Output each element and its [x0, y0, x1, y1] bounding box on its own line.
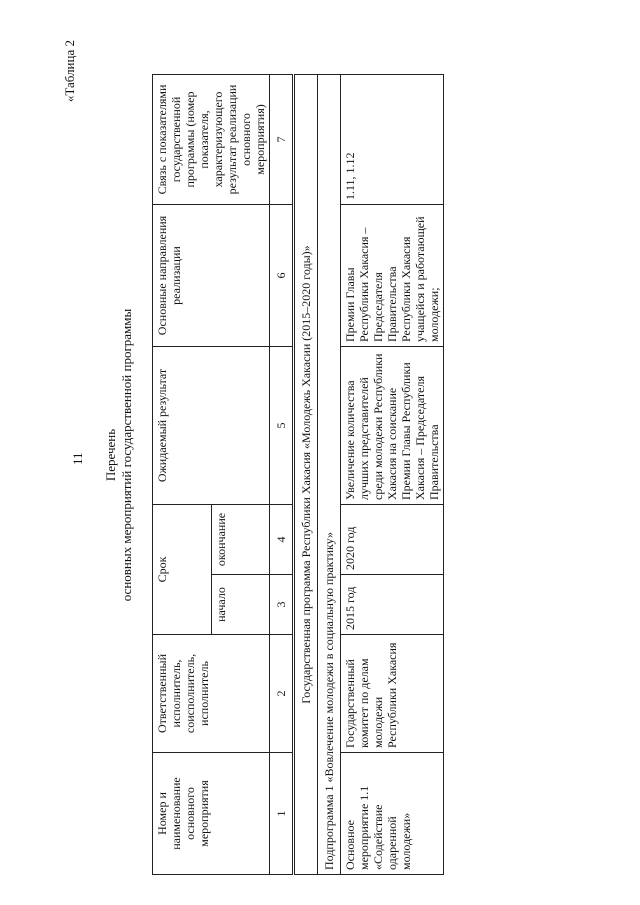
header-directions: Основные направления реализации	[153, 205, 270, 347]
page-number: 11	[70, 452, 85, 465]
header-start: начало	[211, 575, 270, 635]
subprogram-title: Подпрограмма 1 «Вовлечение молодежи в социальную практику»	[318, 75, 341, 875]
subprogram-title-row	[318, 75, 341, 875]
column-number: 6	[270, 205, 294, 347]
column-number: 1	[270, 753, 294, 875]
measure-end: 2020 год	[341, 505, 444, 575]
document-subtitle: основных мероприятий государственной программы	[119, 308, 134, 602]
measure-executor: Государственный комитет по делам молодежи Республики Хакасия	[341, 635, 444, 753]
measure-name: Основное мероприятие 1.1 «Содействие одаренной молодежи»	[341, 753, 444, 875]
table-label: «Таблица 2	[62, 40, 77, 103]
column-number: 3	[270, 575, 294, 635]
table-header-row	[153, 75, 212, 875]
measure-expected-result: Увеличение количества лучших представителей среди молодежи Республики Хакасия на соискание Премии Главы Республики Хакасия – Председателя Правительства	[341, 347, 444, 505]
program-title-row	[294, 75, 318, 875]
header-number-name: Номер и наименование основного мероприятия	[153, 753, 270, 875]
program-title: Государственная программа Республики Хакасия «Молодежь Хакасии (2015–2020 годы)»	[294, 75, 318, 875]
rotated-landscape-content	[0, 20, 640, 890]
measures-table	[152, 74, 444, 875]
measure-start: 2015 год	[341, 575, 444, 635]
column-number: 2	[270, 635, 294, 753]
column-number: 4	[270, 505, 294, 575]
document-title: Перечень	[103, 428, 118, 482]
header-executor: Ответственный исполнитель, соисполнитель, исполнитель	[153, 635, 270, 753]
measure-indicators: 1.11, 1.12	[341, 75, 444, 205]
column-number: 5	[270, 347, 294, 505]
column-number-row	[270, 75, 294, 875]
header-end: окончание	[211, 505, 270, 575]
column-number: 7	[270, 75, 294, 205]
table-row	[341, 75, 444, 875]
measure-directions: Премии Главы Республики Хакасия – Председателя Правительства Республики Хакасия учащейся и работающей молодежи;	[341, 205, 444, 347]
header-expected-result: Ожидаемый результат	[153, 347, 270, 505]
header-term: Срок	[153, 505, 212, 635]
header-indicators-link: Связь с показателями государственной программы (номер показателя, характеризующего результат реализации основного мероприятия)	[153, 75, 270, 205]
